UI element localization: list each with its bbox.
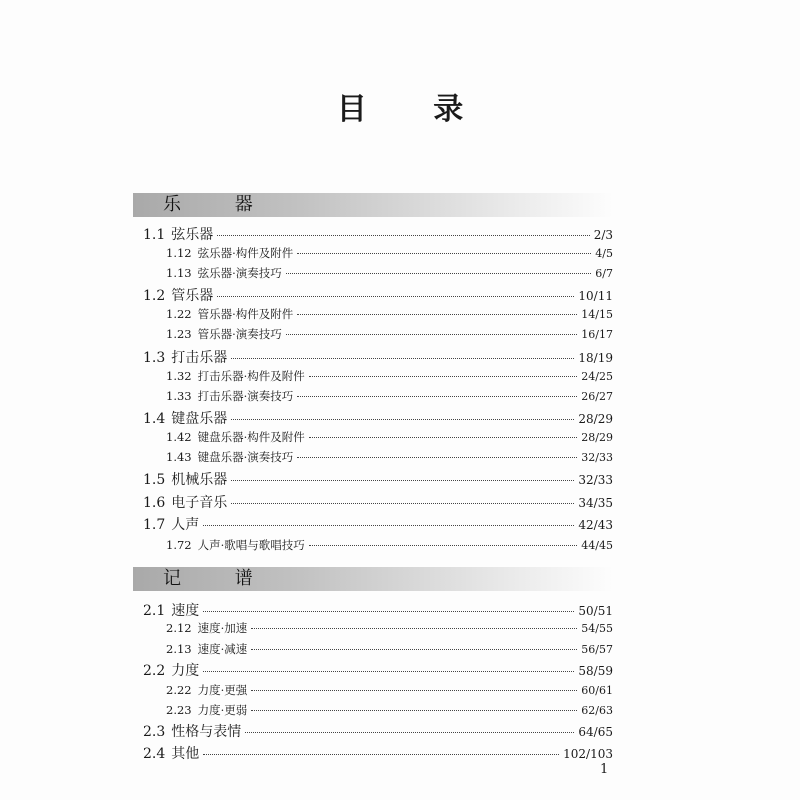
entry-number: 1.43 (166, 450, 192, 464)
entry-number: 1.23 (166, 327, 192, 341)
entry-title: 速度·减速 (197, 642, 248, 656)
dot-leader (251, 710, 577, 711)
toc-entry[interactable] (143, 514, 613, 532)
toc-entry[interactable] (143, 224, 613, 242)
entry-number: 2.13 (166, 642, 192, 656)
entry-title: 速度 (171, 603, 200, 619)
dot-leader (203, 525, 574, 526)
entry-number: 1.6 (143, 495, 166, 511)
dot-leader (309, 376, 578, 377)
entry-title: 力度·更弱 (197, 703, 248, 717)
entry-number: 1.22 (166, 307, 192, 321)
dot-leader (203, 754, 559, 755)
dot-leader (231, 358, 574, 359)
entry-number: 2.22 (166, 683, 192, 697)
section-header-notation (133, 567, 613, 591)
entry-page: 58/59 (578, 664, 613, 678)
toc-entry[interactable] (143, 600, 613, 618)
dot-leader (251, 649, 577, 650)
toc-subentry[interactable] (166, 388, 613, 404)
entry-title: 管乐器·构件及附件 (197, 307, 294, 321)
entry-title: 机械乐器 (171, 472, 228, 488)
entry-page: 60/61 (581, 684, 613, 697)
entry-title: 速度·加速 (197, 621, 248, 635)
dot-leader (245, 732, 574, 733)
toc-subentry[interactable] (166, 682, 613, 698)
entry-number: 1.33 (166, 389, 192, 403)
entry-page: 42/43 (578, 518, 613, 532)
entry-title: 人声 (171, 517, 200, 533)
dot-leader (231, 419, 574, 420)
toc-subentry[interactable] (166, 265, 613, 281)
entry-number: 1.32 (166, 369, 192, 383)
dot-leader (231, 480, 574, 481)
entry-page: 4/5 (595, 247, 613, 260)
entry-page: 28/29 (581, 431, 613, 444)
entry-title: 打击乐器·演奏技巧 (197, 389, 294, 403)
entry-page: 2/3 (593, 228, 613, 242)
dot-leader (251, 628, 577, 629)
toc-subentry[interactable] (166, 326, 613, 342)
entry-page: 64/65 (578, 725, 613, 739)
entry-page: 18/19 (578, 351, 613, 365)
entry-title: 电子音乐 (171, 495, 228, 511)
section-heading: 乐 器 (163, 194, 277, 215)
entry-page: 102/103 (563, 747, 613, 761)
dot-leader (297, 314, 577, 315)
toc-entry[interactable] (143, 469, 613, 487)
entry-title: 其他 (171, 746, 200, 762)
toc-subentry[interactable] (166, 368, 613, 384)
toc-subentry[interactable] (166, 449, 613, 465)
entry-page: 34/35 (578, 496, 613, 510)
entry-number: 2.23 (166, 703, 192, 717)
entry-number: 1.7 (143, 517, 166, 533)
toc-subentry[interactable] (166, 641, 613, 657)
entry-number: 1.1 (143, 227, 166, 243)
entry-title: 管乐器·演奏技巧 (197, 327, 282, 341)
dot-leader (217, 296, 574, 297)
entry-page: 28/29 (578, 412, 613, 426)
entry-page: 24/25 (581, 370, 613, 383)
entry-number: 1.13 (166, 266, 192, 280)
entry-number: 1.12 (166, 246, 192, 260)
entry-page: 54/55 (581, 622, 613, 635)
section-heading: 记 谱 (163, 568, 277, 589)
entry-title: 弦乐器 (171, 227, 214, 243)
dot-leader (217, 235, 589, 236)
entry-page: 14/15 (581, 308, 613, 321)
entry-page: 32/33 (578, 473, 613, 487)
toc-entry[interactable] (143, 743, 613, 761)
dot-leader (231, 503, 574, 504)
entry-title: 键盘乐器·演奏技巧 (197, 450, 294, 464)
toc-subentry[interactable] (166, 620, 613, 636)
section-header-instruments (133, 193, 613, 217)
entry-title: 力度 (171, 663, 200, 679)
dot-leader (286, 334, 578, 335)
toc-subentry[interactable] (166, 702, 613, 718)
entry-page: 16/17 (581, 328, 613, 341)
entry-number: 1.42 (166, 430, 192, 444)
entry-title: 键盘乐器 (171, 411, 228, 427)
entry-page: 50/51 (578, 604, 613, 618)
entry-number: 1.5 (143, 472, 166, 488)
entry-title: 性格与表情 (171, 724, 242, 740)
entry-number: 2.3 (143, 724, 166, 740)
toc-entry[interactable] (143, 285, 613, 303)
toc-entry[interactable] (143, 721, 613, 739)
dot-leader (203, 671, 574, 672)
entry-number: 2.4 (143, 746, 166, 762)
toc-subentry[interactable] (166, 429, 613, 445)
entry-title: 弦乐器·构件及附件 (197, 246, 294, 260)
entry-title: 人声·歌唱与歌唱技巧 (197, 538, 305, 552)
dot-leader (309, 437, 578, 438)
toc-entry[interactable] (143, 347, 613, 365)
toc-subentry[interactable] (166, 245, 613, 261)
toc-subentry[interactable] (166, 537, 613, 553)
entry-title: 力度·更强 (197, 683, 248, 697)
entry-page: 26/27 (581, 390, 613, 403)
page-title: 目 录 (336, 92, 492, 127)
entry-number: 2.1 (143, 603, 166, 619)
toc-entry[interactable] (143, 408, 613, 426)
entry-page: 56/57 (581, 643, 613, 656)
entry-page: 32/33 (581, 451, 613, 464)
entry-number: 2.12 (166, 621, 192, 635)
entry-title: 打击乐器·构件及附件 (197, 369, 305, 383)
toc-subentry[interactable] (166, 306, 613, 322)
dot-leader (251, 690, 577, 691)
entry-page: 10/11 (578, 289, 613, 303)
dot-leader (297, 396, 577, 397)
entry-number: 2.2 (143, 663, 166, 679)
entry-page: 44/45 (581, 539, 613, 552)
entry-number: 1.4 (143, 411, 166, 427)
entry-title: 打击乐器 (171, 350, 228, 366)
entry-page: 62/63 (581, 704, 613, 717)
dot-leader (286, 273, 592, 274)
entry-number: 1.2 (143, 288, 166, 304)
dot-leader (297, 457, 577, 458)
toc-entry[interactable] (143, 492, 613, 510)
page-number: 1 (600, 762, 609, 777)
entry-title: 管乐器 (171, 288, 214, 304)
entry-page: 6/7 (595, 267, 613, 280)
dot-leader (297, 253, 591, 254)
dot-leader (203, 611, 574, 612)
toc-entry[interactable] (143, 660, 613, 678)
entry-number: 1.72 (166, 538, 192, 552)
dot-leader (309, 545, 578, 546)
entry-title: 弦乐器·演奏技巧 (197, 266, 282, 280)
entry-title: 键盘乐器·构件及附件 (197, 430, 305, 444)
entry-number: 1.3 (143, 350, 166, 366)
